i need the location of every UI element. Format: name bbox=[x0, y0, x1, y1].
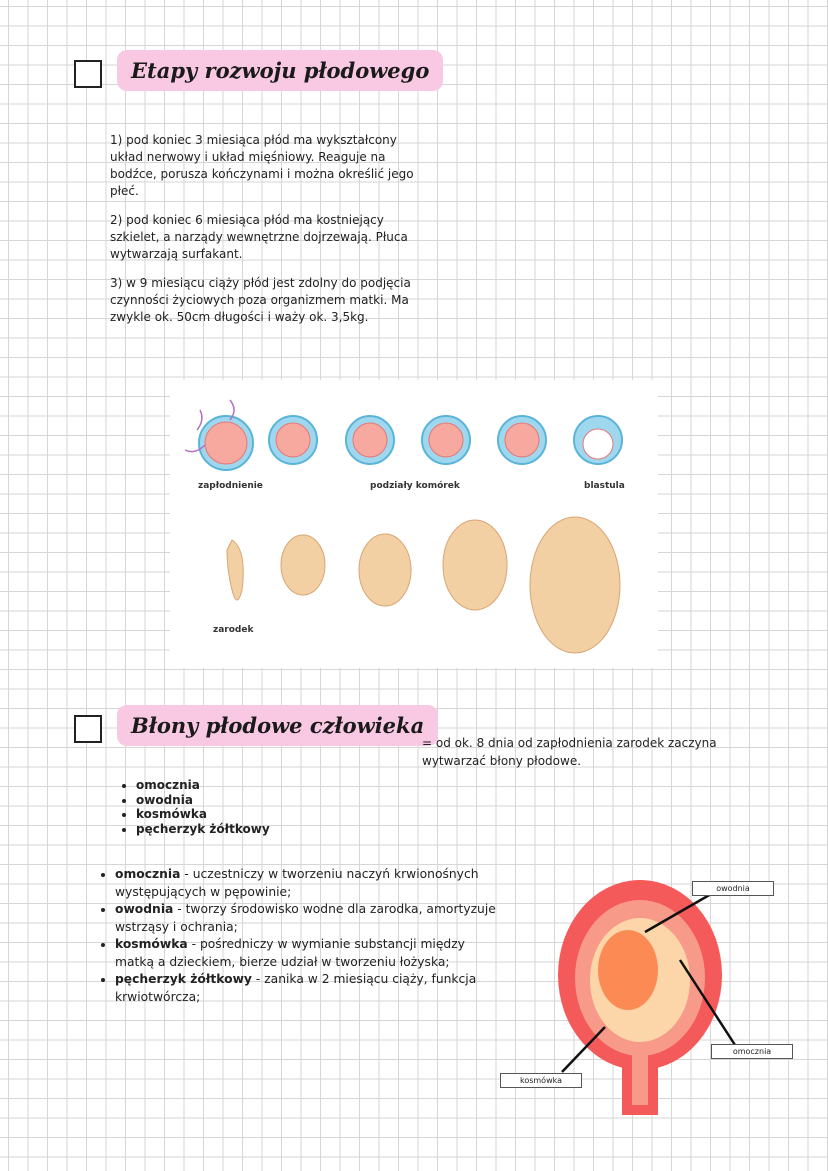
term: kosmówka bbox=[115, 937, 188, 951]
list-item bbox=[115, 901, 497, 936]
list-item: • kosmówka bbox=[136, 807, 270, 822]
paragraph: 1) pod koniec 3 miesiąca płód ma wykształcony układ nerwowy i układ mięśniowy. Reaguje na bodźce, porusza kończynami i można określić jego płeć. bbox=[110, 133, 414, 198]
definition: - pośredniczy w wymianie substancji między matką a dzieckiem, bierze udział w tworzeniu łożyska; bbox=[115, 937, 465, 969]
paragraph: 2) pod koniec 6 miesiąca płód ma kostniejący szkielet, a narządy wewnętrzne dojrzewają. Płuca wytwarzają surfakant. bbox=[110, 213, 408, 261]
definition: - uczestniczy w tworzeniu naczyń krwionośnych występujących w pępowinie; bbox=[115, 867, 479, 899]
label-cell-division: podziały komórek bbox=[370, 481, 460, 491]
membranes-note: = od ok. 8 dnia od zapłodnienia zarodek zaczyna wytwarzać błony płodowe. bbox=[422, 736, 717, 768]
development-illustration bbox=[170, 380, 658, 668]
term: pęcherzyk żółtkowy bbox=[115, 972, 252, 986]
term: owodnia bbox=[115, 902, 174, 916]
section-title: Błony płodowe człowieka bbox=[117, 705, 438, 746]
checkbox-section2[interactable] bbox=[74, 715, 102, 743]
label-kosmowka: kosmówka bbox=[500, 1073, 582, 1088]
term: omocznia bbox=[115, 867, 181, 881]
label-blastula: blastula bbox=[584, 481, 625, 491]
list-item bbox=[115, 936, 497, 971]
stages-text bbox=[110, 132, 420, 338]
label-owodnia: owodnia bbox=[692, 881, 774, 896]
list-item bbox=[115, 971, 497, 1006]
list-item bbox=[115, 866, 497, 901]
membranes-diagram bbox=[500, 860, 800, 1120]
definition: - zanika w 2 miesiącu ciąży, funkcja krwiotwórcza; bbox=[115, 972, 477, 1004]
label-omocznia: omocznia bbox=[711, 1044, 793, 1059]
list-item: • pęcherzyk żółtkowy bbox=[136, 822, 270, 837]
label-embryo: zarodek bbox=[213, 625, 254, 635]
list-item: • omocznia bbox=[136, 778, 270, 793]
membranes-list bbox=[118, 778, 270, 836]
definition: - tworzy środowisko wodne dla zarodka, amortyzuje wstrząsy i ochrania; bbox=[115, 902, 496, 934]
checkbox-section1[interactable] bbox=[74, 60, 102, 88]
paragraph: 3) w 9 miesiącu ciąży płód jest zdolny do podjęcia czynności życiowych poza organizmem matki. Ma zwykle ok. 50cm długości i waży ok. 3,5kg. bbox=[110, 276, 411, 324]
label-fertilization: zapłodnienie bbox=[198, 481, 263, 491]
section-title: Etapy rozwoju płodowego bbox=[117, 50, 443, 91]
membranes-definitions bbox=[97, 866, 497, 1006]
development-image bbox=[170, 380, 658, 668]
list-item: • owodnia bbox=[136, 793, 270, 808]
